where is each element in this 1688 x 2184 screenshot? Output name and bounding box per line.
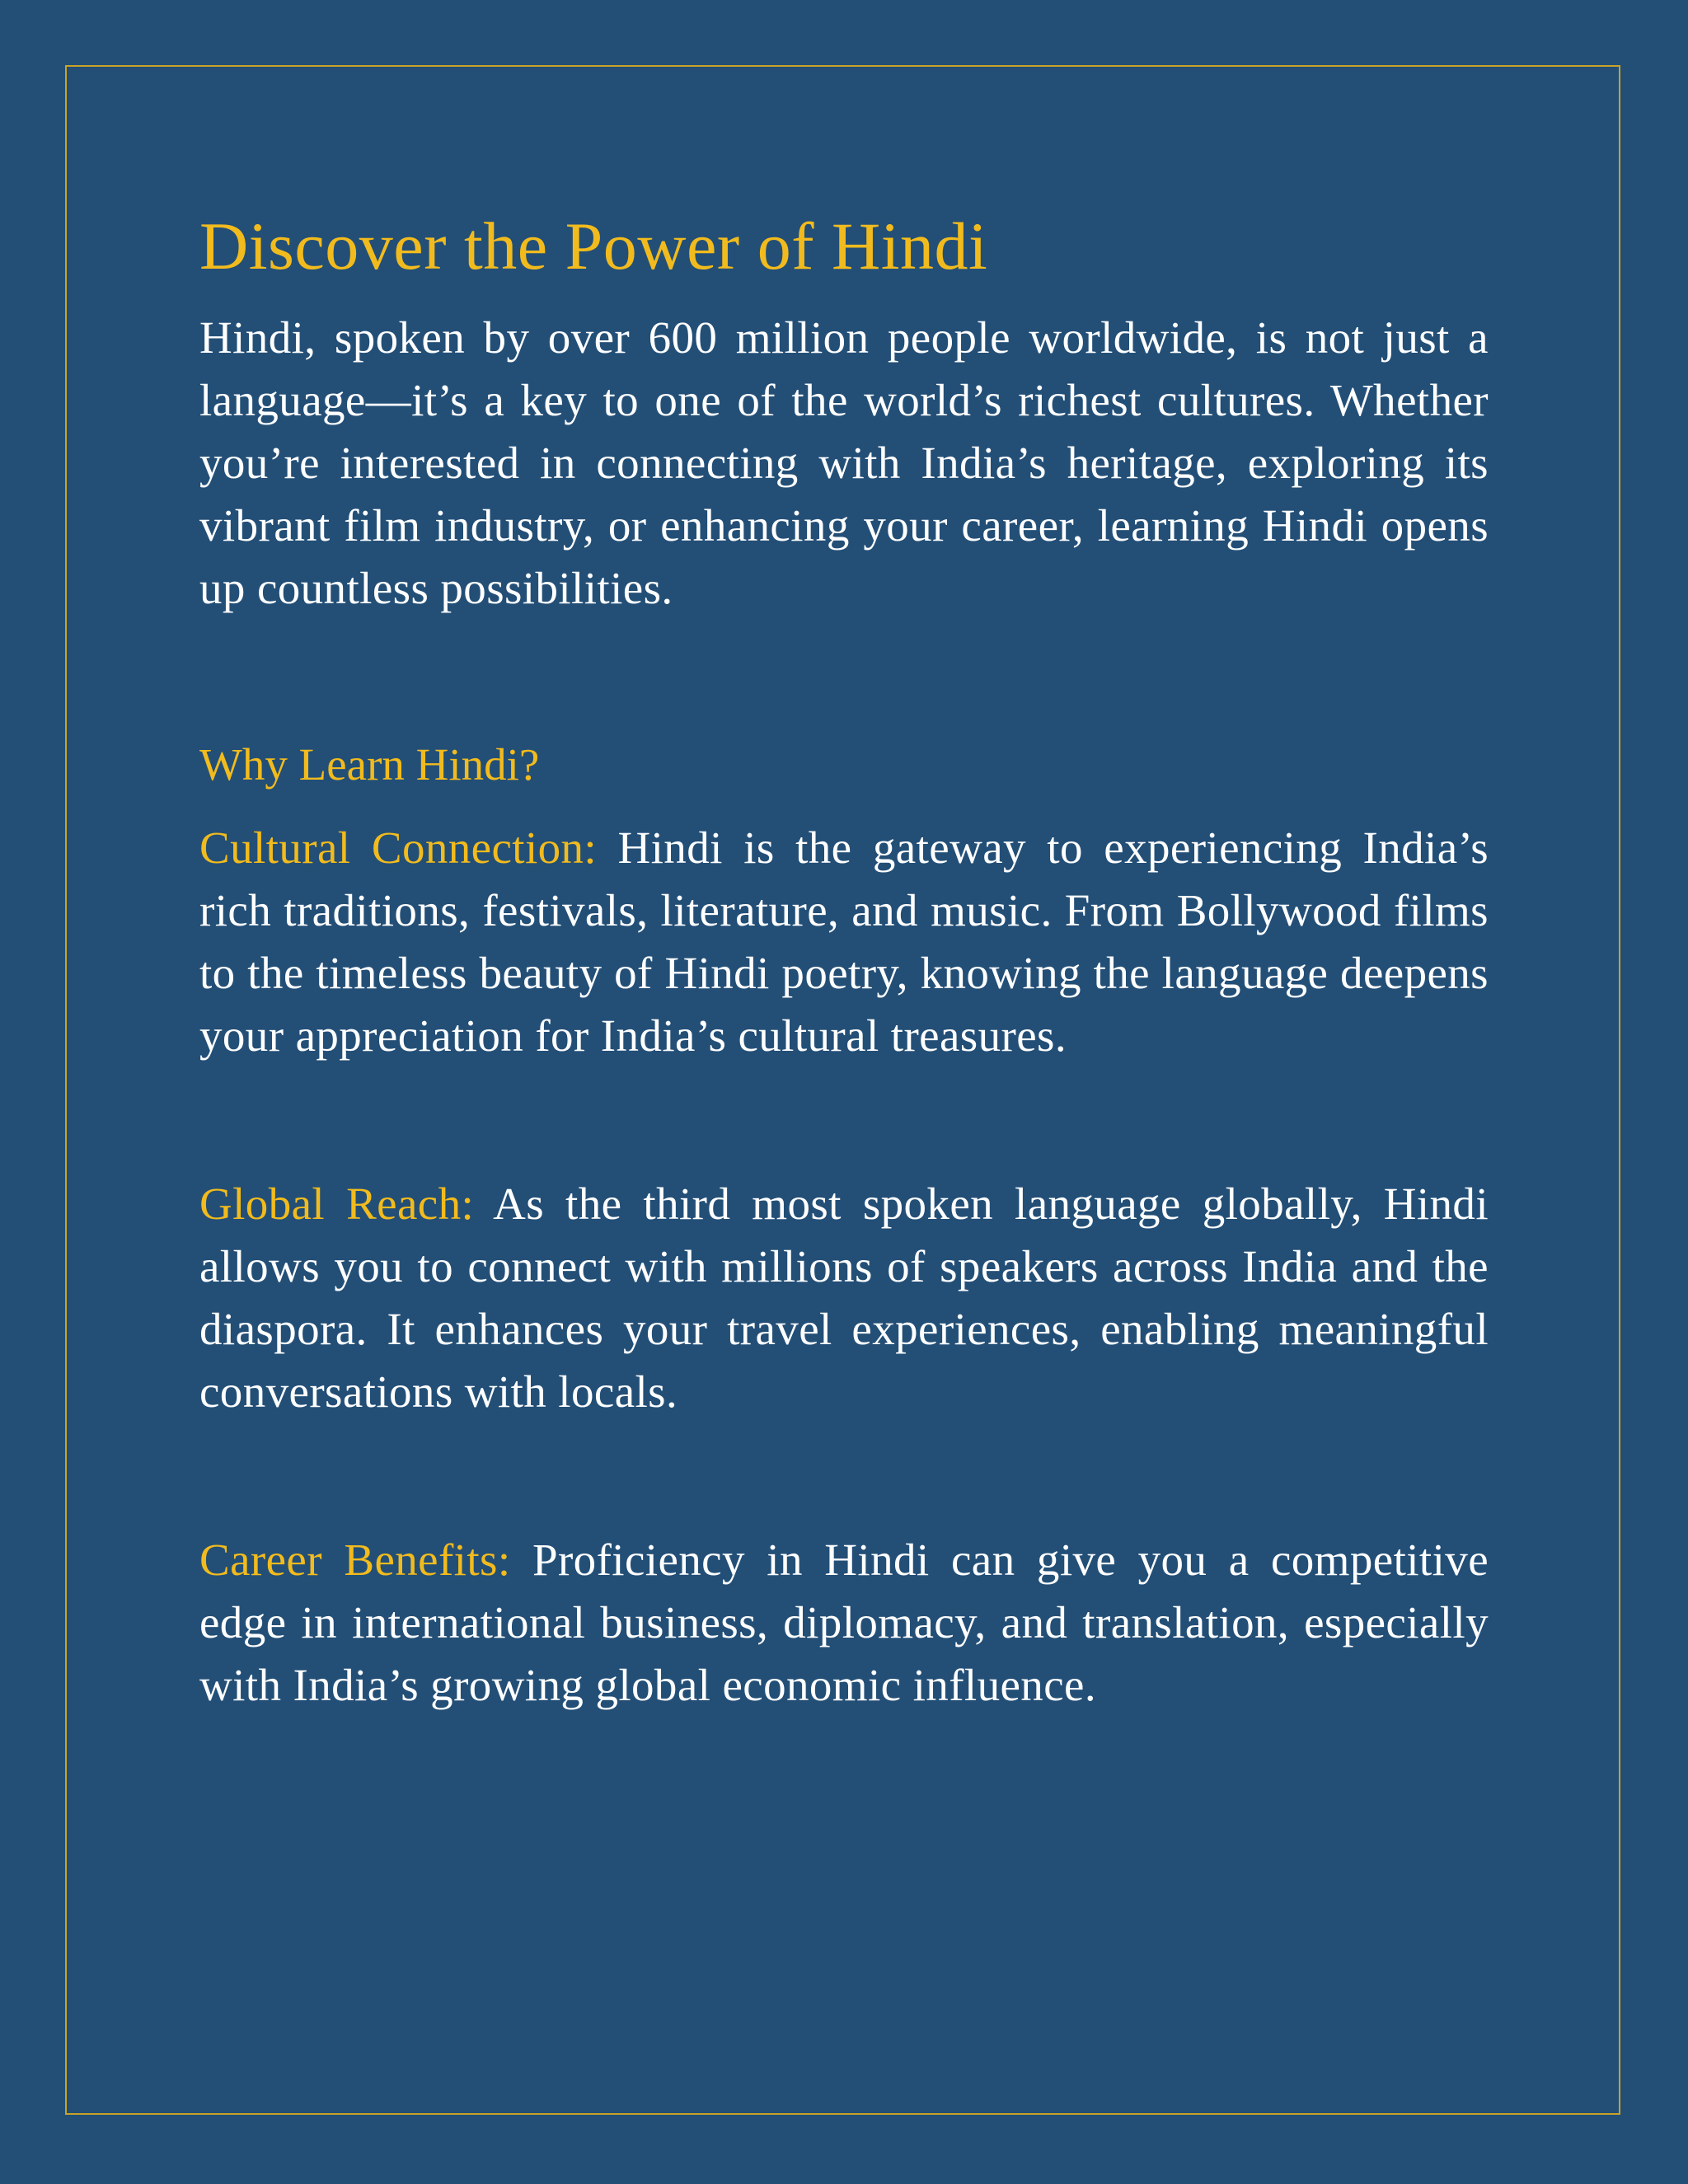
benefit-text: Proficiency in Hindi can give you a competitive edge in international business, diplomacy, and translation, especially with India’s growing global economic influence. [199, 1535, 1489, 1710]
benefit-cultural-connection [199, 817, 1489, 1067]
benefit-label: Career Benefits: [199, 1535, 511, 1585]
benefit-label: Global Reach: [199, 1179, 475, 1229]
benefit-text: As the third most spoken language globally, Hindi allows you to connect with millions of speakers across India and the diaspora. It enhances your travel experiences, enabling meaningful conversations with locals. [199, 1179, 1489, 1417]
intro-paragraph: Hindi, spoken by over 600 million people worldwide, is not just a language—it’s a key to one of the world’s richest cultures. Whether you’re interested in connecting with India’s heritage, exploring its vibrant film industry, or enhancing your career, learning Hindi opens up countless possibilities. [199, 312, 1489, 613]
section-heading: Why Learn Hindi? [199, 739, 540, 790]
benefit-career-benefits [199, 1529, 1489, 1717]
benefit-global-reach [199, 1173, 1489, 1423]
page-title: Discover the Power of Hindi [199, 209, 988, 284]
benefit-label: Cultural Connection: [199, 823, 598, 873]
document-content [199, 198, 1489, 1717]
benefit-text: Hindi is the gateway to experiencing India’s rich traditions, festivals, literature, and music. From Bollywood films to the timeless beauty of Hindi poetry, knowing the language deepens your appreciation for India’s cultural treasures. [199, 823, 1489, 1061]
